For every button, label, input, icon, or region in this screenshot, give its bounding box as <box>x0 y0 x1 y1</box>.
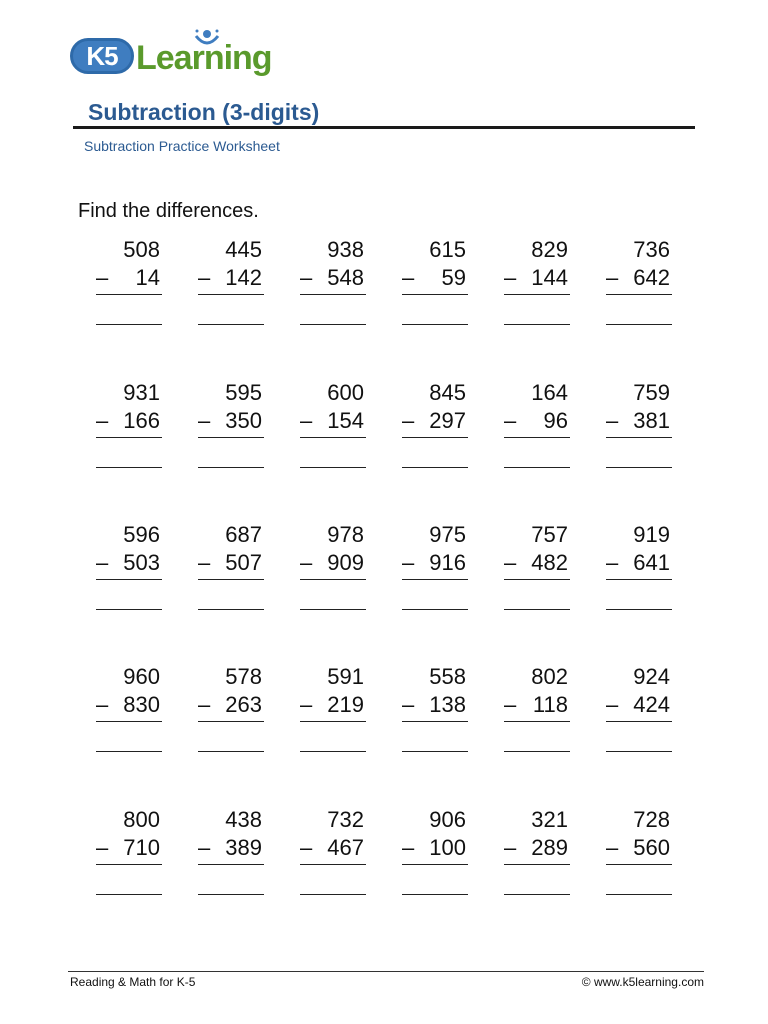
answer-line[interactable] <box>402 609 468 610</box>
subtraction-problem <box>94 665 164 755</box>
subtrahend: 144 <box>531 265 568 290</box>
subtrahend: 482 <box>531 550 568 575</box>
operation-line <box>300 294 366 295</box>
subtraction-problem <box>298 381 368 471</box>
k5-learning-logo <box>70 28 270 80</box>
minuend: 975 <box>429 522 466 547</box>
subtrahend: 424 <box>633 692 670 717</box>
answer-line[interactable] <box>402 751 468 752</box>
subtraction-problem <box>196 238 266 328</box>
page-title: Subtraction (3-digits) <box>88 99 320 125</box>
answer-line[interactable] <box>606 751 672 752</box>
operation-line <box>96 437 162 438</box>
minuend: 736 <box>633 237 670 262</box>
operation-line <box>606 864 672 865</box>
minuend: 687 <box>225 522 262 547</box>
subtrahend: 350 <box>225 408 262 433</box>
minuend: 938 <box>327 237 364 262</box>
minus-sign: – <box>606 692 619 717</box>
subtraction-problem <box>400 381 470 471</box>
subtraction-problem <box>94 523 164 613</box>
minus-sign: – <box>606 835 619 860</box>
page-subtitle: Subtraction Practice Worksheet <box>84 138 280 154</box>
footer-divider <box>68 971 704 972</box>
minuend: 906 <box>429 807 466 832</box>
answer-line[interactable] <box>300 467 366 468</box>
operation-line <box>504 437 570 438</box>
subtrahend: 381 <box>633 408 670 433</box>
operation-line <box>96 721 162 722</box>
operation-line <box>198 437 264 438</box>
answer-line[interactable] <box>606 894 672 895</box>
subtraction-problem <box>502 381 572 471</box>
subtraction-problem <box>502 523 572 613</box>
minus-sign: – <box>300 692 313 717</box>
subtrahend: 138 <box>429 692 466 717</box>
minuend: 615 <box>429 237 466 262</box>
answer-line[interactable] <box>504 751 570 752</box>
operation-line <box>402 437 468 438</box>
subtraction-problem <box>400 523 470 613</box>
operation-line <box>402 294 468 295</box>
subtrahend: 297 <box>429 408 466 433</box>
logo-wordmark: Learning <box>136 39 272 77</box>
minuend: 759 <box>633 380 670 405</box>
minus-sign: – <box>198 265 211 290</box>
operation-line <box>606 437 672 438</box>
subtraction-problem <box>94 238 164 328</box>
answer-line[interactable] <box>198 467 264 468</box>
subtrahend: 503 <box>123 550 160 575</box>
minuend: 924 <box>633 664 670 689</box>
answer-line[interactable] <box>504 467 570 468</box>
minuend: 845 <box>429 380 466 405</box>
operation-line <box>300 437 366 438</box>
minus-sign: – <box>402 692 415 717</box>
minuend: 445 <box>225 237 262 262</box>
answer-line[interactable] <box>300 751 366 752</box>
answer-line[interactable] <box>198 609 264 610</box>
minuend: 578 <box>225 664 262 689</box>
logo-figure-icon <box>192 28 222 54</box>
minus-sign: – <box>504 835 517 860</box>
answer-line[interactable] <box>606 467 672 468</box>
minus-sign: – <box>504 265 517 290</box>
subtraction-problem <box>604 381 674 471</box>
operation-line <box>300 579 366 580</box>
answer-line[interactable] <box>198 751 264 752</box>
subtrahend: 560 <box>633 835 670 860</box>
minuend: 800 <box>123 807 160 832</box>
subtraction-problem <box>604 665 674 755</box>
operation-line <box>300 721 366 722</box>
subtrahend: 916 <box>429 550 466 575</box>
minuend: 960 <box>123 664 160 689</box>
minus-sign: – <box>96 550 109 575</box>
minuend: 600 <box>327 380 364 405</box>
minuend: 732 <box>327 807 364 832</box>
minuend: 321 <box>531 807 568 832</box>
operation-line <box>198 864 264 865</box>
operation-line <box>198 579 264 580</box>
operation-line <box>198 721 264 722</box>
subtrahend: 100 <box>429 835 466 860</box>
subtraction-problem <box>502 808 572 898</box>
operation-line <box>504 864 570 865</box>
subtrahend: 548 <box>327 265 364 290</box>
operation-line <box>402 721 468 722</box>
minuend: 829 <box>531 237 568 262</box>
minuend: 802 <box>531 664 568 689</box>
subtraction-problem <box>604 523 674 613</box>
subtraction-problem <box>94 808 164 898</box>
answer-line[interactable] <box>198 324 264 325</box>
subtraction-problem <box>298 808 368 898</box>
subtrahend: 507 <box>225 550 262 575</box>
operation-line <box>606 721 672 722</box>
subtraction-problem <box>604 238 674 328</box>
subtrahend: 142 <box>225 265 262 290</box>
answer-line[interactable] <box>300 609 366 610</box>
operation-line <box>198 294 264 295</box>
minuend: 164 <box>531 380 568 405</box>
answer-line[interactable] <box>606 324 672 325</box>
subtrahend: 389 <box>225 835 262 860</box>
minus-sign: – <box>198 550 211 575</box>
logo-badge: K5 <box>70 38 134 74</box>
minus-sign: – <box>300 835 313 860</box>
subtraction-problem <box>298 665 368 755</box>
minus-sign: – <box>504 408 517 433</box>
minus-sign: – <box>606 550 619 575</box>
subtraction-problem <box>502 665 572 755</box>
subtraction-problem <box>400 665 470 755</box>
answer-line[interactable] <box>96 609 162 610</box>
minuend: 508 <box>123 237 160 262</box>
subtrahend: 96 <box>543 408 568 433</box>
subtraction-problem <box>196 381 266 471</box>
subtraction-problem <box>400 238 470 328</box>
operation-line <box>606 294 672 295</box>
answer-line[interactable] <box>300 324 366 325</box>
footer-tagline: Reading & Math for K-5 <box>70 975 196 989</box>
answer-line[interactable] <box>402 894 468 895</box>
answer-line[interactable] <box>402 467 468 468</box>
minuend: 558 <box>429 664 466 689</box>
subtrahend: 219 <box>327 692 364 717</box>
minus-sign: – <box>504 550 517 575</box>
minus-sign: – <box>198 692 211 717</box>
operation-line <box>96 294 162 295</box>
answer-line[interactable] <box>96 894 162 895</box>
minus-sign: – <box>96 692 109 717</box>
operation-line <box>300 864 366 865</box>
minuend: 757 <box>531 522 568 547</box>
subtrahend: 166 <box>123 408 160 433</box>
subtraction-problem <box>502 238 572 328</box>
subtrahend: 642 <box>633 265 670 290</box>
minus-sign: – <box>402 835 415 860</box>
operation-line <box>504 721 570 722</box>
minus-sign: – <box>96 408 109 433</box>
answer-line[interactable] <box>96 751 162 752</box>
subtrahend: 154 <box>327 408 364 433</box>
answer-line[interactable] <box>96 467 162 468</box>
operation-line <box>96 579 162 580</box>
minus-sign: – <box>96 835 109 860</box>
operation-line <box>96 864 162 865</box>
minus-sign: – <box>300 550 313 575</box>
answer-line[interactable] <box>402 324 468 325</box>
subtrahend: 710 <box>123 835 160 860</box>
subtrahend: 467 <box>327 835 364 860</box>
minuend: 931 <box>123 380 160 405</box>
answer-line[interactable] <box>198 894 264 895</box>
minuend: 595 <box>225 380 262 405</box>
subtraction-problem <box>196 665 266 755</box>
operation-line <box>606 579 672 580</box>
operation-line <box>402 864 468 865</box>
subtrahend: 14 <box>135 265 160 290</box>
minus-sign: – <box>402 550 415 575</box>
footer-copyright: © www.k5learning.com <box>581 975 704 989</box>
minus-sign: – <box>606 408 619 433</box>
subtrahend: 830 <box>123 692 160 717</box>
minuend: 591 <box>327 664 364 689</box>
minuend: 978 <box>327 522 364 547</box>
minus-sign: – <box>504 692 517 717</box>
answer-line[interactable] <box>504 324 570 325</box>
minus-sign: – <box>300 408 313 433</box>
subtrahend: 118 <box>532 692 568 717</box>
answer-line[interactable] <box>606 609 672 610</box>
minus-sign: – <box>198 408 211 433</box>
minus-sign: – <box>300 265 313 290</box>
answer-line[interactable] <box>504 894 570 895</box>
minuend: 596 <box>123 522 160 547</box>
subtraction-problem <box>298 523 368 613</box>
subtrahend: 289 <box>531 835 568 860</box>
answer-line[interactable] <box>96 324 162 325</box>
subtraction-problem <box>400 808 470 898</box>
operation-line <box>504 294 570 295</box>
subtraction-problem <box>94 381 164 471</box>
minuend: 919 <box>633 522 670 547</box>
minus-sign: – <box>402 265 415 290</box>
operation-line <box>402 579 468 580</box>
subtrahend: 909 <box>327 550 364 575</box>
operation-line <box>504 579 570 580</box>
minuend: 728 <box>633 807 670 832</box>
minus-sign: – <box>402 408 415 433</box>
subtrahend: 263 <box>225 692 262 717</box>
title-divider <box>73 126 695 129</box>
subtraction-problem <box>196 808 266 898</box>
answer-line[interactable] <box>300 894 366 895</box>
minus-sign: – <box>96 265 109 290</box>
subtraction-problem <box>604 808 674 898</box>
subtraction-problem <box>298 238 368 328</box>
subtrahend: 59 <box>441 265 466 290</box>
subtrahend: 641 <box>633 550 670 575</box>
minuend: 438 <box>225 807 262 832</box>
subtraction-problem <box>196 523 266 613</box>
answer-line[interactable] <box>504 609 570 610</box>
instructions: Find the differences. <box>78 200 259 222</box>
minus-sign: – <box>606 265 619 290</box>
minus-sign: – <box>198 835 211 860</box>
